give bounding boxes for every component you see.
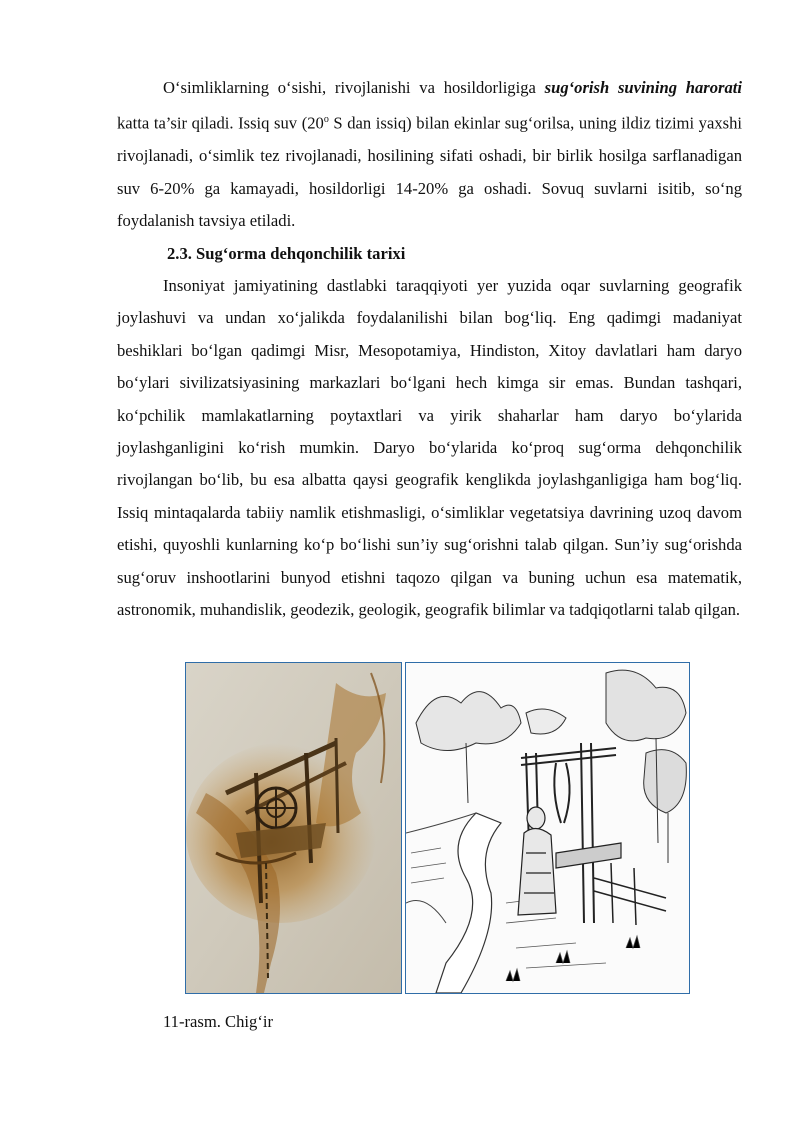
degree-superscript: o — [323, 114, 329, 126]
paragraph1-text-middle: katta ta’sir qiladi. Issiq suv (20 — [117, 113, 324, 133]
paragraph-irrigation-history: Insoniyat jamiyatining dastlabki taraqqiyoti yer yuzida oqar suvlarning geografik joylashuvi va undan xo‘jalikda foydalanilishi bilan bog‘liq. Eng qadimgi madaniyat beshiklari bo‘lgan qadimgi Misr, Mesopotamiya, Hindiston, Xitoy davlatlari ham daryo bo‘ylari sivilizatsiyasining markazlari bo‘lgani hech kimga sir emas. Bundan tashqari, ko‘pchilik mamlakatlarning poytaxtlari va yirik shaharlar ham daryo bo‘ylarida joylashganligini ko‘rish mumkin. Daryo bo‘ylarida ko‘proq sug‘orma dehqonchilik rivojlangan bo‘lib, bu esa albatta qaysi geografik kenglikda joylashganligiga ham bog‘liq. Issiq mintaqalarda tabiiy namlik etishmasligi, o‘simliklar vegetatsiya davrining uzoq davom etishi, quyoshli kunlarning ko‘p bo‘lishi sun’iy sug‘orishni talab qilgan. Sun’iy sug‘orishda sug‘oruv inshootlarini bunyod etishni taqozo qilgan va buning uchun esa matematik, astronomik, muhandislik, geodezik, geologik, geografik bilimlar va tadqiqotlarni talab qilgan. — [117, 275, 742, 620]
section-heading: 2.3. Sug‘orma dehqonchilik tarixi — [167, 243, 406, 263]
figure-caption: 11-rasm. Chig‘ir — [163, 1012, 273, 1031]
paragraph1-text-start: O‘simliklarning o‘sishi, rivojlanishi va hosildorligiga — [163, 78, 545, 97]
figure-row — [185, 662, 691, 996]
emphasis-water-temperature: sug‘orish suvining harorati — [544, 78, 742, 97]
paragraph1-text-end: S dan issiq) bilan ekinlar sug‘orilsa, uning ildiz tizimi yaxshi rivojlanadi, o‘simlik tez rivojlanadi, hosilining sifati oshadi, bir birlik hosilga sarflanadigan suv 6-20% ga kamayadi, hosildorligi 14-20% ga oshadi. Sovuq suvlarni isitib, so‘ng foydalanish tavsiya etiladi. — [117, 113, 742, 231]
chigir-model-photo-icon — [185, 662, 402, 994]
paragraph-irrigation-temperature — [117, 72, 742, 238]
body-text — [117, 72, 742, 626]
chigir-sketch-icon — [405, 662, 690, 994]
